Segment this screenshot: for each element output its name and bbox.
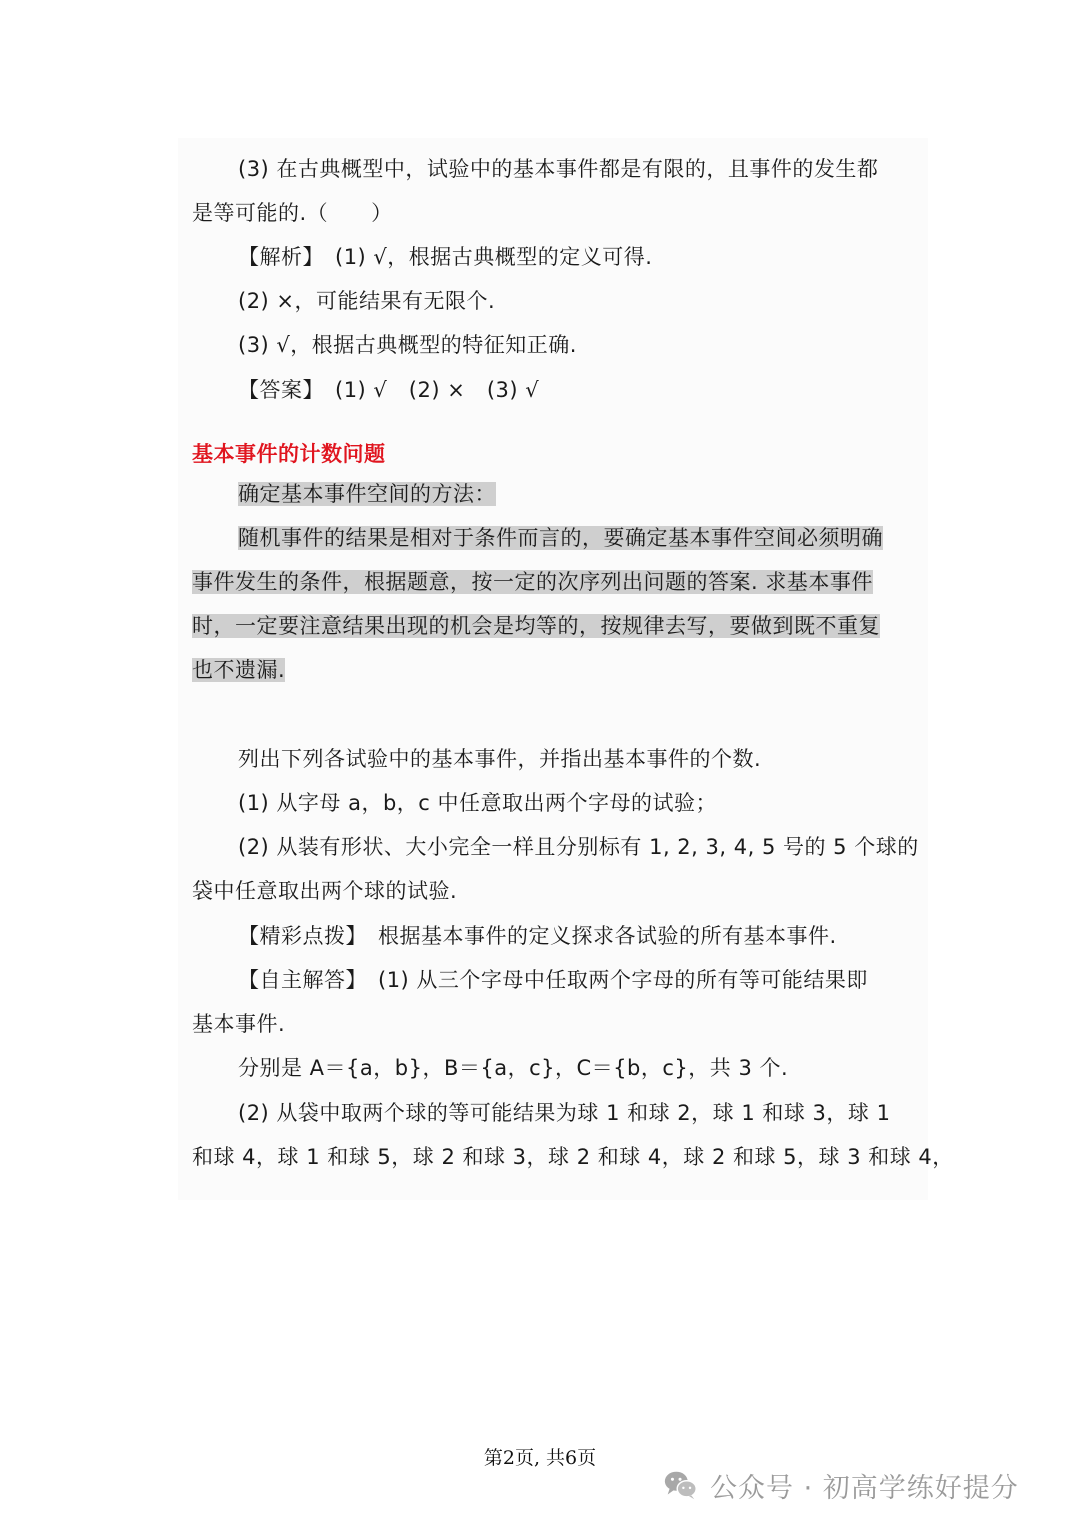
method-line-2-text: 事件发生的条件，根据题意，按一定的次序列出问题的答案. 求基本事件 — [192, 570, 873, 594]
hint-line: 【精彩点拨】 根据基本事件的定义探求各试验的所有基本事件. — [238, 924, 837, 948]
analysis-line-1: 【解析】 (1) √，根据古典概型的定义可得. — [238, 245, 653, 269]
solution-line-1: 【自主解答】 (1) 从三个字母中任取两个字母的所有等可能结果即 — [238, 968, 868, 992]
watermark — [662, 1463, 1019, 1507]
example-part-2-line-1: (2) 从装有形状、大小完全一样且分别标有 1, 2, 3, 4, 5 号的 5 个球的 — [238, 835, 919, 859]
method-line-2 — [192, 566, 873, 598]
analysis-line-3: (3) √，根据古典概型的特征知正确. — [238, 333, 577, 357]
solution-line-3: 分别是 A＝{a，b}，B＝{a，c}，C＝{b，c}，共 3 个. — [238, 1056, 789, 1080]
method-line-3-text: 时，一定要注意结果出现的机会是均等的，按规律去写，要做到既不重复 — [192, 614, 880, 638]
answer-line: 【答案】 (1) √ (2) × (3) √ — [238, 378, 540, 402]
method-title — [238, 478, 496, 510]
solution-line-5: 和球 4，球 1 和球 5，球 2 和球 3，球 2 和球 4，球 2 和球 5，球 3 和球 4， — [192, 1145, 954, 1169]
example-prompt: 列出下列各试验中的基本事件，并指出基本事件的个数. — [238, 747, 762, 771]
question-3-line-1: (3) 在古典概型中，试验中的基本事件都是有限的，且事件的发生都 — [238, 157, 879, 181]
section-heading: 基本事件的计数问题 — [192, 442, 386, 466]
method-line-4 — [192, 654, 285, 686]
page-number: 第2页, 共6页 — [483, 1447, 597, 1469]
solution-line-4: (2) 从袋中取两个球的等可能结果为球 1 和球 2，球 1 和球 3，球 1 — [238, 1101, 891, 1125]
question-3-line-2: 是等可能的.（ ） — [192, 201, 393, 225]
method-line-4-text: 也不遗漏. — [192, 658, 286, 682]
method-line-1 — [238, 522, 883, 554]
watermark-text: 公众号 · 初高学练好提分 — [710, 1472, 1019, 1504]
example-part-1: (1) 从字母 a，b，c 中任意取出两个字母的试验； — [238, 791, 718, 815]
analysis-line-2: (2) ×，可能结果有无限个. — [238, 289, 496, 313]
solution-line-2: 基本事件. — [192, 1012, 286, 1036]
example-part-2-line-2: 袋中任意取出两个球的试验. — [192, 879, 458, 903]
method-title-text: 确定基本事件空间的方法： — [238, 482, 496, 506]
wechat-icon — [662, 1466, 700, 1504]
method-line-1-text: 随机事件的结果是相对于条件而言的，要确定基本事件空间必须明确 — [238, 526, 883, 550]
method-line-3 — [192, 610, 880, 642]
